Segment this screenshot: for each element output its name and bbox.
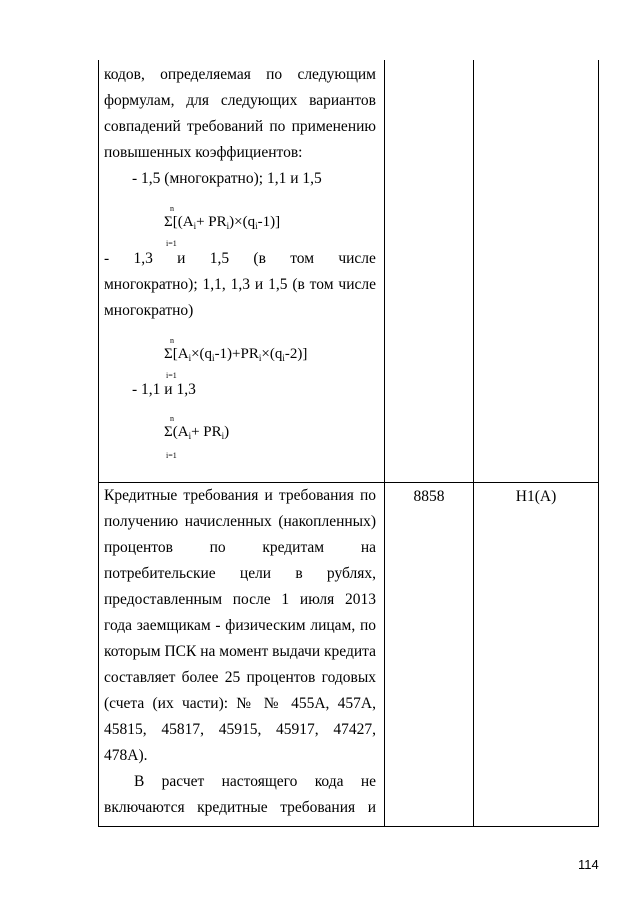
formula3-part: Σ(A <box>164 424 189 440</box>
item1-text: - 1,5 (многократно); 1,1 и 1,5 <box>132 170 322 187</box>
row2-line: составляет более 25 процентов годовых <box>104 669 376 686</box>
row1-line: совпадений требований по применению <box>104 118 376 135</box>
table-divider-2 <box>473 60 474 827</box>
formula1-part: -1)] <box>257 214 281 230</box>
formula1-upper-limit: n <box>170 204 174 213</box>
formula3 <box>164 424 229 441</box>
formula3-lower-limit: i=1 <box>166 451 177 460</box>
row2-line: предоставленным после 1 июля 2013 <box>104 591 376 608</box>
row1-item3 <box>132 377 196 403</box>
formula1-sub: i <box>226 221 230 231</box>
formula1-lower-limit: i=1 <box>166 239 177 248</box>
formula2-sub: i <box>282 353 285 363</box>
row1-line: повышенных коэффициентов: <box>104 144 303 161</box>
formula1-sub: i <box>255 221 258 231</box>
item2-line3: многократно) <box>104 302 194 319</box>
item2-word: - <box>104 250 110 267</box>
formula2-part: -1)+PR <box>214 346 259 362</box>
row2-line: потребительские цели в рублях, <box>104 565 376 582</box>
row2-line: которым ПСК на момент выдачи кредита <box>104 643 376 660</box>
formula2 <box>164 346 307 363</box>
row2-line: (счета (их части): № № 455А, 457А, <box>104 695 376 712</box>
formula3-upper-limit: n <box>170 414 174 423</box>
formula3-sub: i <box>221 431 225 441</box>
row2-description <box>104 483 376 769</box>
item3-text: - 1,1 и 1,3 <box>132 381 196 398</box>
formula2-sub: i <box>258 353 262 363</box>
row2-line: 478А). <box>104 747 148 764</box>
table-right-border <box>598 60 599 827</box>
row1-description <box>104 62 376 166</box>
row2-para2-line1: В расчет настоящего кода не <box>134 773 376 790</box>
row1-item2 <box>104 246 376 324</box>
formula1-part: + PR <box>196 214 227 230</box>
item2-word: (в <box>253 250 266 267</box>
formula2-part: ×(q <box>191 346 213 362</box>
row2-normative: Н1(А) <box>515 488 557 505</box>
row2-paragraph2 <box>104 769 376 821</box>
row2-line: получению начисленных (накопленных) <box>104 513 376 530</box>
formula3-part: ) <box>224 424 230 440</box>
formula1 <box>164 214 280 231</box>
formula2-part: ×(q <box>261 346 283 362</box>
table-left-border <box>98 60 99 827</box>
formula1-sub: i <box>193 221 197 231</box>
formula3-sub: i <box>188 431 192 441</box>
formula1-part: )×(q <box>229 214 256 230</box>
item2-line1 <box>104 246 376 272</box>
table-divider-1 <box>384 60 385 827</box>
page-number: 114 <box>578 857 599 872</box>
row2-line: Кредитные требования и требования по <box>104 487 376 504</box>
formula2-part: Σ[A <box>164 346 189 362</box>
row2-code: 8858 <box>413 488 445 505</box>
formula2-sub: i <box>212 353 215 363</box>
row1-line: формулам, для следующих вариантов <box>104 92 376 109</box>
formula2-part: -2)] <box>284 346 308 362</box>
table-bottom-border <box>98 826 599 827</box>
formula2-sub: i <box>188 353 192 363</box>
formula3-part: + PR <box>191 424 222 440</box>
item2-word: и <box>177 250 186 267</box>
row2-line: года заемщикам - физическим лицам, по <box>104 617 376 634</box>
formula1-part: Σ[(A <box>164 214 194 230</box>
row1-item1 <box>132 166 322 192</box>
item2-word: 1,3 <box>133 250 153 267</box>
row2-line: процентов по кредитам на <box>104 539 376 556</box>
item2-word: числе <box>338 250 376 267</box>
formula2-upper-limit: n <box>170 336 174 345</box>
row2-line: 45815, 45817, 45915, 45917, 47427, <box>104 721 376 738</box>
item2-word: 1,5 <box>209 250 230 267</box>
item2-word: том <box>290 250 315 267</box>
row1-line: кодов, определяемая по следующим <box>104 66 376 83</box>
row2-para2-line2: включаются кредитные требования и <box>104 799 376 816</box>
formula2-lower-limit: i=1 <box>166 371 177 380</box>
item2-line2: многократно); 1,1, 1,3 и 1,5 (в том числе <box>104 276 376 293</box>
